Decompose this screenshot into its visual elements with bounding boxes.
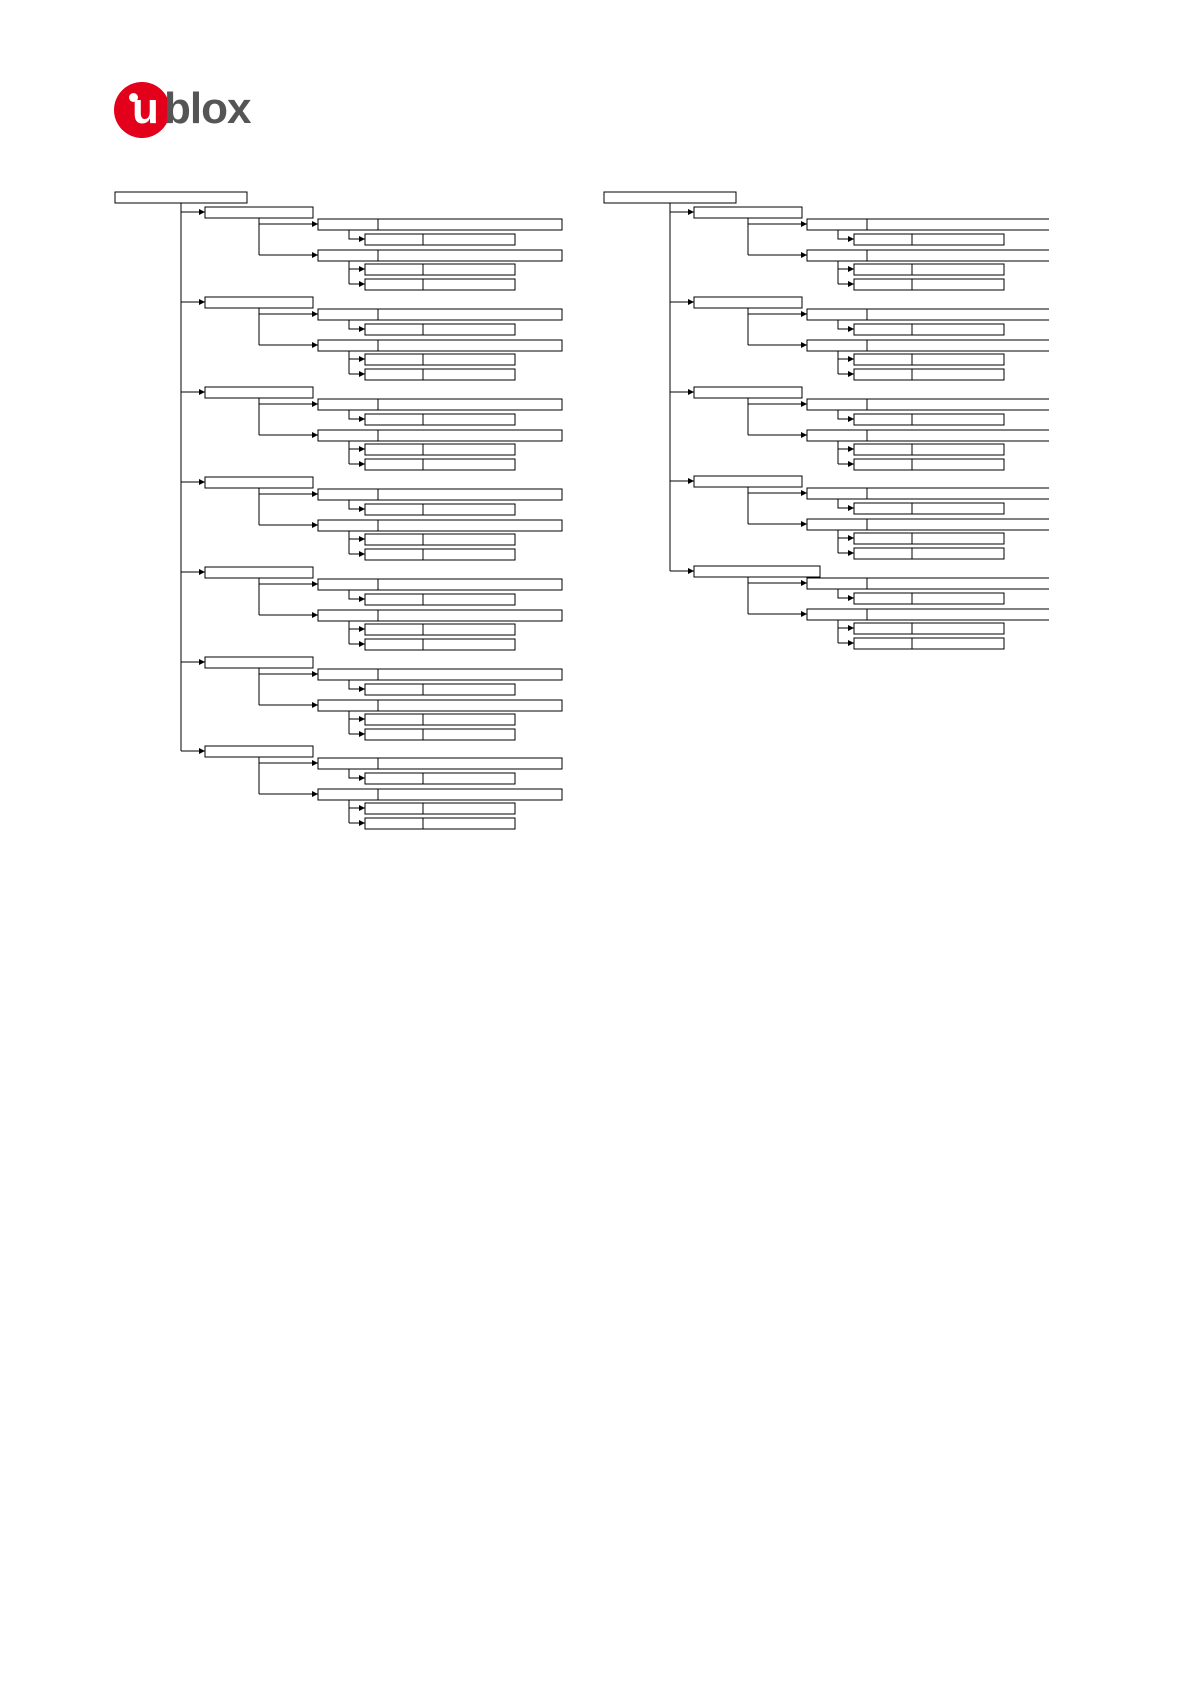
leaf-node xyxy=(854,234,1004,245)
leaf-node xyxy=(365,414,515,425)
leaf-arrow xyxy=(838,589,854,598)
field-node xyxy=(318,399,562,410)
field-node xyxy=(318,610,562,621)
leaf-arrow xyxy=(349,500,365,509)
field-node xyxy=(807,430,1051,441)
branch-node-3 xyxy=(205,387,313,398)
field-node xyxy=(807,250,1051,261)
leaf-arrow xyxy=(838,499,854,508)
leaf-node xyxy=(365,459,515,470)
leaf-node xyxy=(854,324,1004,335)
leaf-node xyxy=(854,638,1004,649)
leaf-node xyxy=(365,639,515,650)
field-node xyxy=(807,519,1051,530)
leaf-node xyxy=(854,593,1004,604)
branch-node-3 xyxy=(694,387,802,398)
leaf-node xyxy=(854,459,1004,470)
branch-node-7 xyxy=(205,746,313,757)
root-node xyxy=(115,192,247,203)
field-node xyxy=(807,309,1051,320)
branch-node-4 xyxy=(205,477,313,488)
leaf-arrow xyxy=(838,230,854,239)
leaf-arrow xyxy=(349,410,365,419)
leaf-node xyxy=(365,818,515,829)
field-node xyxy=(807,399,1051,410)
leaf-arrow xyxy=(838,410,854,419)
leaf-node xyxy=(854,354,1004,365)
field-node xyxy=(318,758,562,769)
field-node xyxy=(807,488,1051,499)
leaf-node xyxy=(365,279,515,290)
branch-node-6 xyxy=(205,657,313,668)
field-node xyxy=(807,578,1051,589)
leaf-arrow xyxy=(349,680,365,689)
branch-node-5 xyxy=(205,567,313,578)
leaf-node xyxy=(365,624,515,635)
field-node xyxy=(318,309,562,320)
leaf-node xyxy=(854,264,1004,275)
field-node xyxy=(807,219,1051,230)
leaf-node xyxy=(854,503,1004,514)
field-node xyxy=(318,430,562,441)
left-tree xyxy=(115,192,562,829)
leaf-node xyxy=(365,354,515,365)
leaf-node xyxy=(365,504,515,515)
field-node xyxy=(318,250,562,261)
leaf-node xyxy=(854,533,1004,544)
field-node xyxy=(318,489,562,500)
leaf-node xyxy=(854,623,1004,634)
logo-letter-u: u xyxy=(132,84,158,133)
right-tree xyxy=(604,192,1051,649)
field-node xyxy=(318,700,562,711)
field-node xyxy=(318,579,562,590)
leaf-node xyxy=(365,549,515,560)
leaf-node xyxy=(365,684,515,695)
branch-node-2 xyxy=(205,297,313,308)
leaf-arrow xyxy=(838,320,854,329)
branch-node-1 xyxy=(205,207,313,218)
leaf-node xyxy=(365,234,515,245)
field-node xyxy=(318,219,562,230)
leaf-node xyxy=(854,369,1004,380)
leaf-node xyxy=(365,773,515,784)
logo-wordmark: blox xyxy=(164,84,251,133)
leaf-node xyxy=(365,803,515,814)
field-node xyxy=(318,520,562,531)
leaf-arrow xyxy=(349,320,365,329)
leaf-node xyxy=(365,594,515,605)
branch-node-5 xyxy=(694,566,820,577)
leaf-arrow xyxy=(349,230,365,239)
leaf-node xyxy=(365,369,515,380)
leaf-node xyxy=(365,324,515,335)
leaf-node xyxy=(854,444,1004,455)
leaf-node xyxy=(854,279,1004,290)
leaf-node xyxy=(365,729,515,740)
leaf-arrow xyxy=(349,769,365,778)
leaf-node xyxy=(854,414,1004,425)
root-node xyxy=(604,192,736,203)
leaf-node xyxy=(365,714,515,725)
leaf-arrow xyxy=(349,590,365,599)
leaf-node xyxy=(365,534,515,545)
leaf-node xyxy=(365,264,515,275)
branch-node-2 xyxy=(694,297,802,308)
field-node xyxy=(318,340,562,351)
field-node xyxy=(318,669,562,680)
leaf-node xyxy=(365,444,515,455)
branch-node-4 xyxy=(694,476,802,487)
field-node xyxy=(807,340,1051,351)
leaf-node xyxy=(854,548,1004,559)
field-node xyxy=(318,789,562,800)
branch-node-1 xyxy=(694,207,802,218)
field-node xyxy=(807,609,1051,620)
